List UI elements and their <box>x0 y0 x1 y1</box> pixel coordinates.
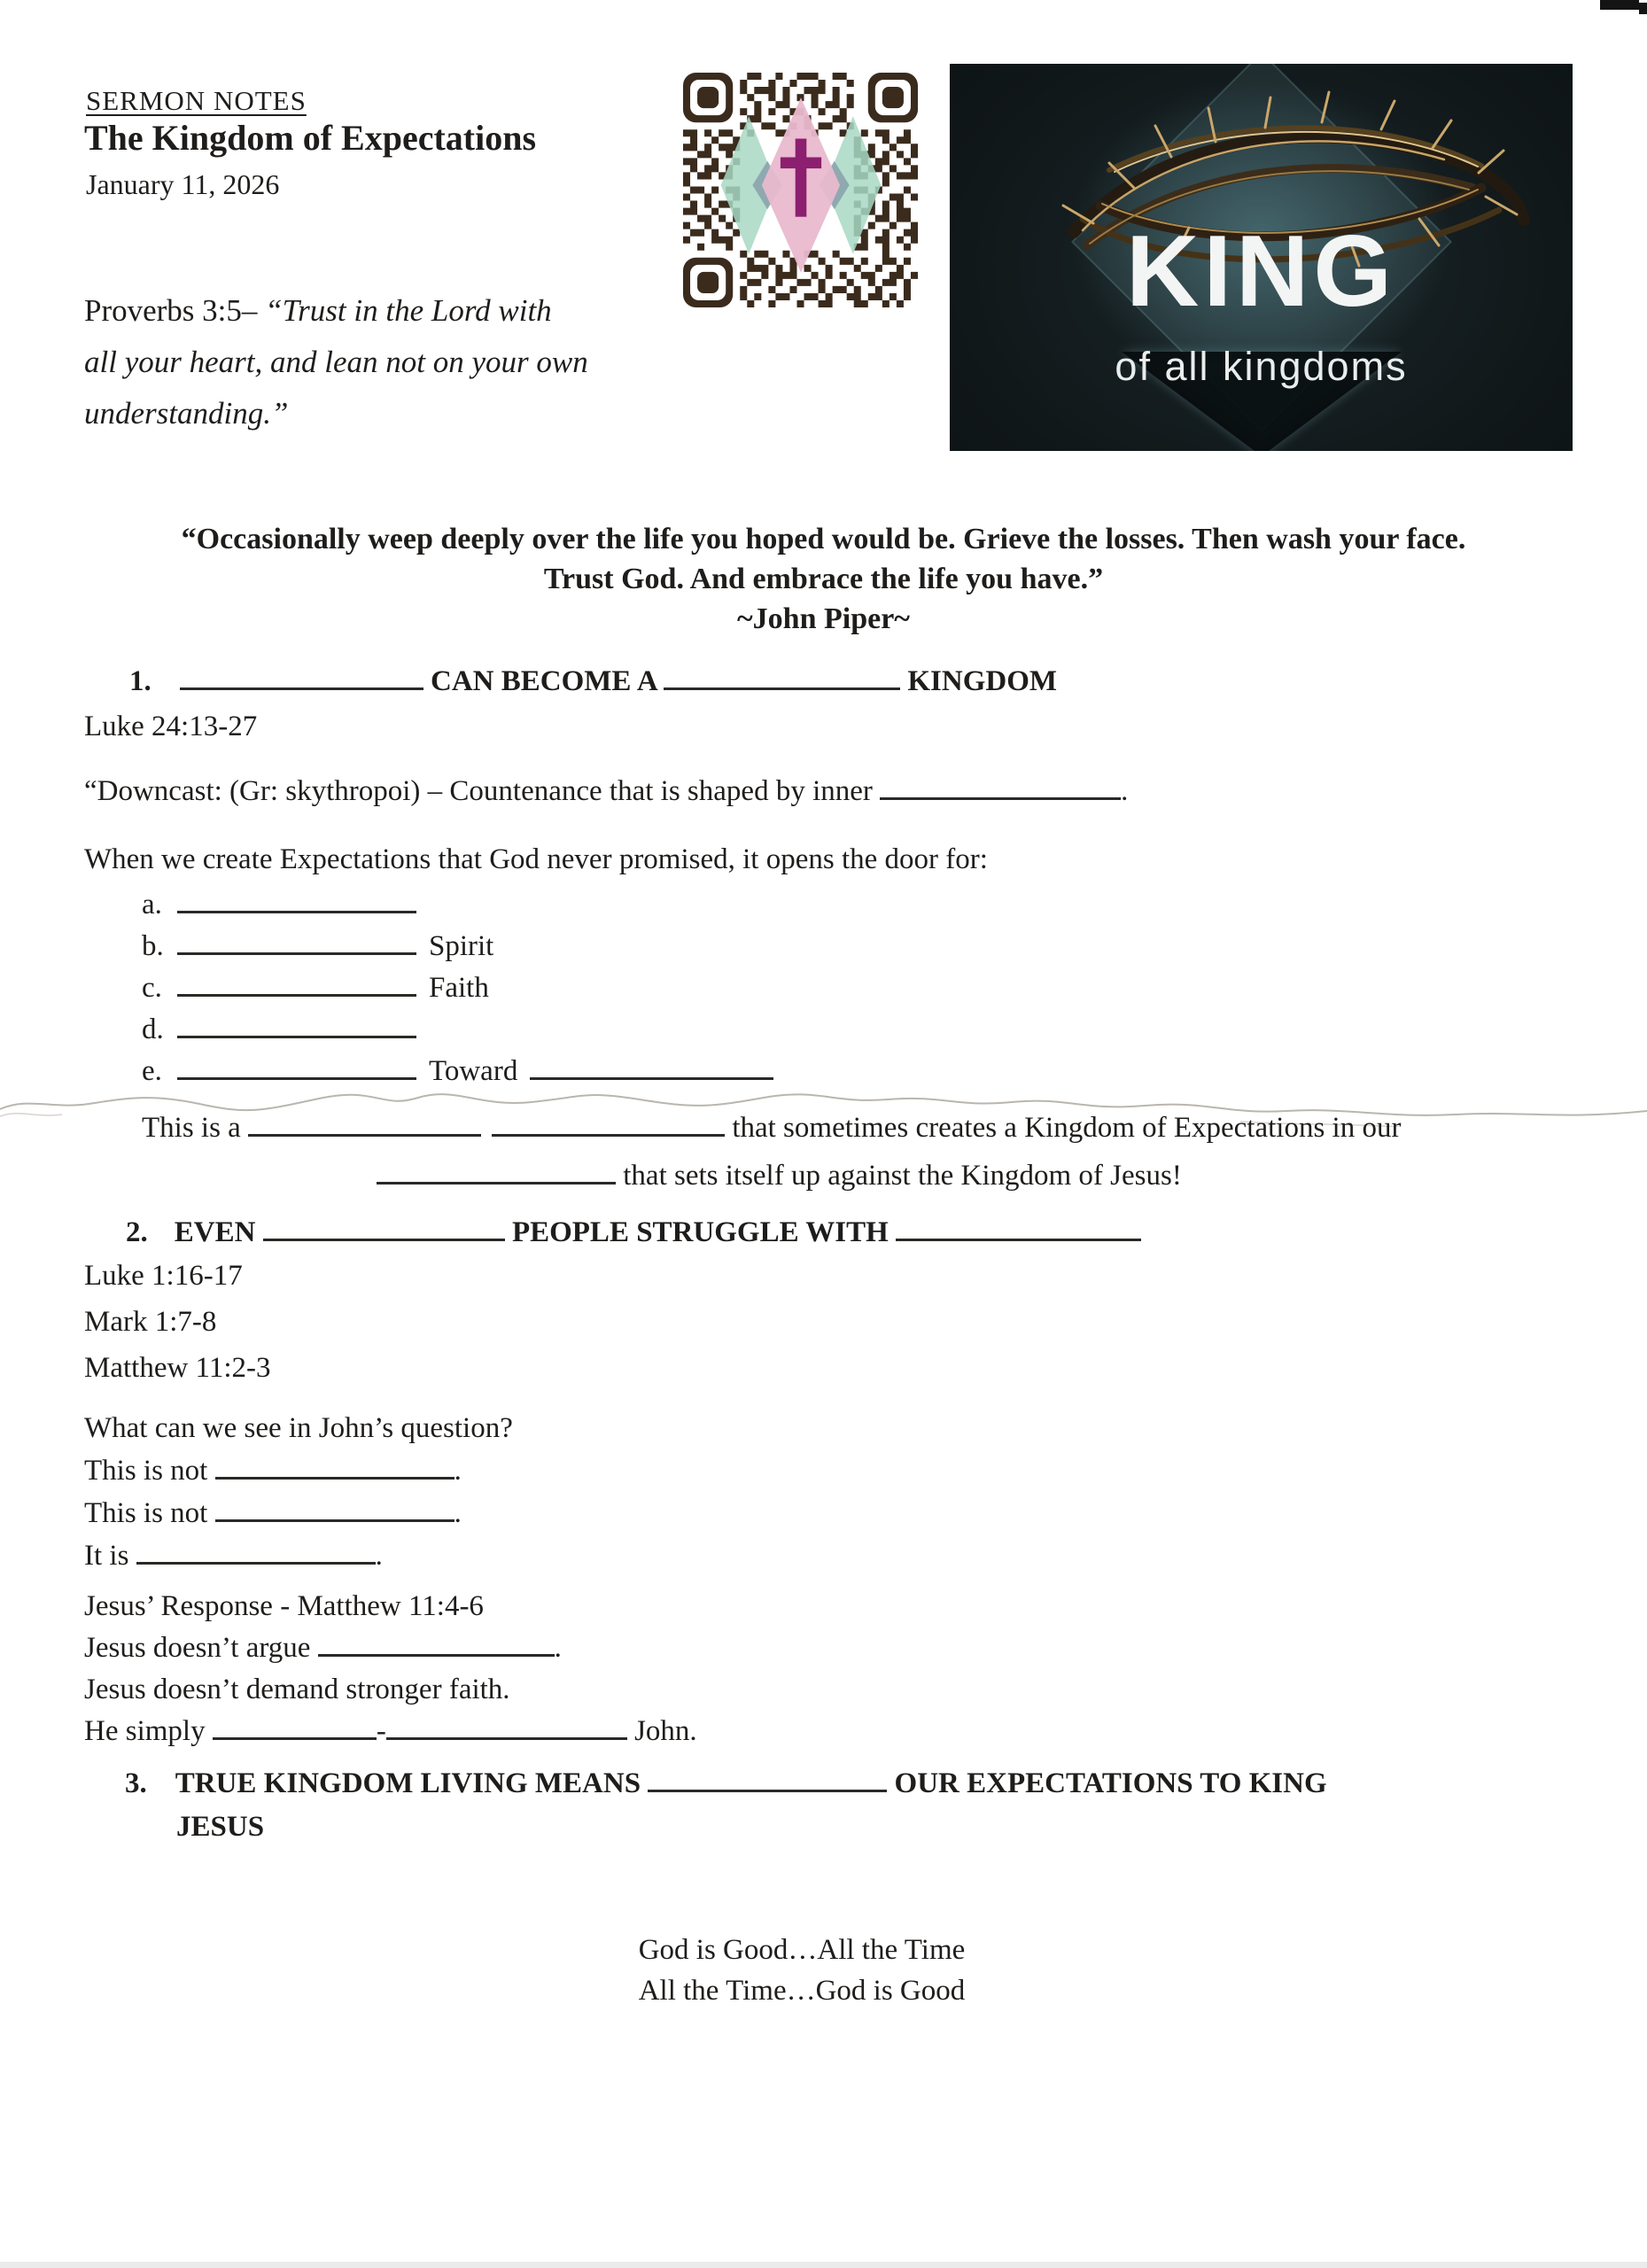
blank-line <box>215 1452 454 1480</box>
section3-heading <box>125 1765 1327 1800</box>
fill-in-line <box>84 1492 513 1534</box>
fill-in-line <box>84 1534 513 1577</box>
fill-in-line <box>84 1449 513 1492</box>
line-text: This is not <box>84 1497 215 1529</box>
piper-quote-line1: “Occasionally weep deeply over the life you hoped would be. Grieve the losses. Then wash your face. <box>181 523 1466 555</box>
section2-number: 2. <box>126 1216 148 1249</box>
section3-heading-line2: JESUS <box>176 1811 265 1843</box>
downcast-period: . <box>1121 775 1129 808</box>
line-period: . <box>454 1455 462 1487</box>
blank-line <box>180 663 423 690</box>
section1-heading-mid: CAN BECOME A <box>431 665 656 698</box>
summary-mid: that sometimes creates a Kingdom of Expectations in our <box>725 1112 1402 1145</box>
qr-code <box>680 73 921 307</box>
blank-line <box>896 1214 1141 1241</box>
door-intro: When we create Expectations that God never promised, it opens the door for: <box>84 843 988 875</box>
line-text: John. <box>626 1715 697 1747</box>
door-list <box>142 884 773 1092</box>
blank-line <box>248 1109 481 1137</box>
kicker-sermon-notes: SERMON NOTES <box>86 85 307 116</box>
scripture-reference: Luke 1:16-17 <box>84 1260 243 1292</box>
blank-line <box>213 1713 377 1740</box>
blank-line <box>136 1537 376 1565</box>
section1-heading <box>129 663 1057 698</box>
section1-number: 1. <box>129 665 151 698</box>
fill-in-line <box>84 1711 697 1752</box>
section3-number: 3. <box>125 1767 147 1800</box>
list-item-label: c. <box>142 972 162 1004</box>
blank-line <box>880 773 1121 800</box>
response-title: Jesus’ Response - Matthew 11:4-6 <box>84 1590 484 1622</box>
list-item <box>142 884 773 926</box>
cross-logo-icon <box>680 68 921 303</box>
line-period: . <box>554 1632 562 1664</box>
scripture-reference: Mark 1:7-8 <box>84 1306 217 1338</box>
question-line: What can we see in John’s question? <box>84 1412 513 1444</box>
blank-line <box>648 1765 887 1792</box>
section1-reference: Luke 24:13-27 <box>84 711 258 742</box>
section2-heading-mid: PEOPLE STRUGGLE WITH <box>504 1216 897 1249</box>
refrain-line1: God is Good…All the Time <box>638 1934 966 1966</box>
sermon-date: January 11, 2026 <box>86 168 280 200</box>
list-item <box>142 967 773 1009</box>
section3-heading-pre: TRUE KINGDOM LIVING MEANS <box>175 1767 649 1800</box>
king-banner-image <box>950 64 1573 451</box>
fill-in-line <box>84 1627 697 1669</box>
downcast-line <box>84 773 1128 808</box>
blank-line <box>377 1157 616 1184</box>
blank-line <box>530 1052 773 1080</box>
section2-heading <box>126 1214 1141 1249</box>
scan-bottom-edge-artifact <box>0 2262 1647 2268</box>
scripture-text-line1: “Trust in the Lord with <box>265 293 552 328</box>
refrain-line2: All the Time…God is Good <box>638 1975 966 2007</box>
line-text: Jesus doesn’t argue <box>84 1632 318 1664</box>
blank-line <box>664 663 900 690</box>
blank-line <box>492 1109 725 1137</box>
blank-line <box>177 928 416 955</box>
section2-heading-pre: EVEN <box>174 1216 263 1249</box>
scripture-reference: Matthew 11:2-3 <box>84 1352 271 1384</box>
list-item-label: b. <box>142 930 164 962</box>
section1-summary-line2 <box>377 1157 1182 1192</box>
scripture-quote <box>84 285 687 439</box>
response-line: Jesus doesn’t demand stronger faith. <box>84 1674 510 1705</box>
list-item-label: e. <box>142 1055 162 1087</box>
refrain <box>0 1930 1604 2011</box>
line-text: It is <box>84 1540 136 1572</box>
banner-subtitle: of all kingdoms <box>1115 344 1408 389</box>
blank-line <box>263 1214 505 1241</box>
blank-line <box>177 1052 416 1080</box>
list-item-suffix: Toward <box>429 1055 518 1087</box>
line-text: This is not <box>84 1455 215 1487</box>
list-item-label: d. <box>142 1014 164 1045</box>
piper-quote <box>0 519 1647 639</box>
summary-pre: This is a <box>142 1112 249 1145</box>
line-period: . <box>454 1497 462 1529</box>
blank-line <box>177 886 416 913</box>
section1-summary-line1 <box>142 1109 1401 1145</box>
piper-quote-line2: Trust God. And embrace the life you have.” <box>543 563 1104 595</box>
line-text: He simply <box>84 1715 213 1747</box>
section2-references <box>84 1253 271 1391</box>
blank-line <box>177 1011 416 1038</box>
list-item-suffix: Faith <box>429 972 489 1004</box>
section3-heading-post: OUR EXPECTATIONS TO KING <box>887 1767 1327 1800</box>
scripture-text-line3: understanding.” <box>84 396 289 431</box>
blank-line <box>386 1713 627 1740</box>
banner-title: KING <box>1126 215 1396 328</box>
blank-line <box>215 1495 454 1522</box>
scripture-text-line2: all your heart, and lean not on your own <box>84 345 588 379</box>
johns-question-block <box>84 1407 513 1577</box>
dash: - <box>376 1715 386 1747</box>
list-item <box>142 926 773 967</box>
section1-heading-end: KINGDOM <box>907 665 1058 698</box>
scan-corner-artifact <box>1639 3 1647 14</box>
summary-end: that sets itself up against the Kingdom of Jesus! <box>616 1160 1182 1192</box>
downcast-text: “Downcast: (Gr: skythropoi) – Countenance that is shaped by inner <box>84 775 881 808</box>
blank-line <box>318 1629 555 1657</box>
line-period: . <box>375 1540 383 1572</box>
list-item <box>142 1051 773 1092</box>
blank-line <box>177 969 416 997</box>
jesus-response-block <box>84 1586 697 1752</box>
scripture-reference: Proverbs 3:5– <box>84 293 266 328</box>
piper-quote-attribution: ~John Piper~ <box>737 602 910 635</box>
list-item <box>142 1009 773 1051</box>
scan-corner-artifact <box>1600 0 1639 10</box>
list-item-label: a. <box>142 889 162 920</box>
sermon-title: The Kingdom of Expectations <box>84 118 537 158</box>
list-item-suffix: Spirit <box>429 930 494 962</box>
